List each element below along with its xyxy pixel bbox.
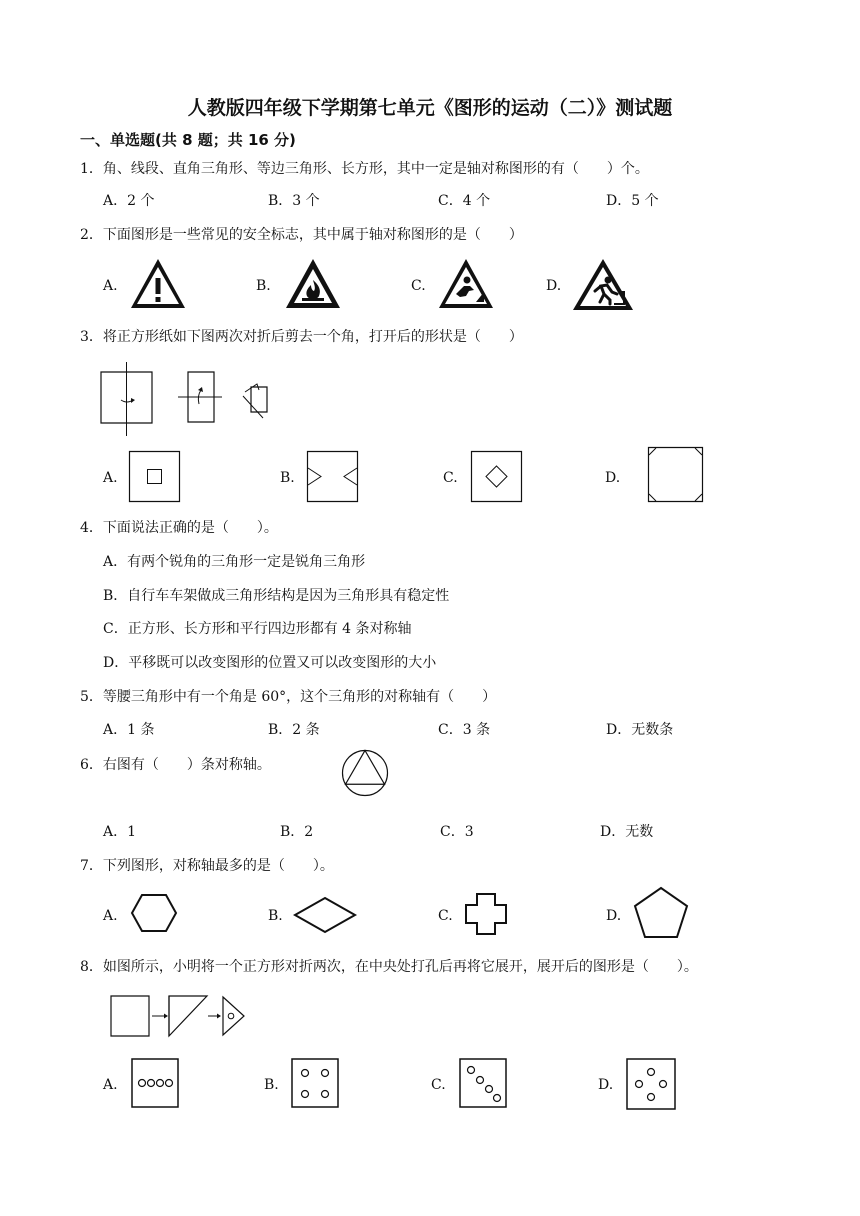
- section-heading-single-choice: 一、单选题(共 8 题；共 16 分): [80, 131, 296, 149]
- q5-option-d[interactable]: D．无数条: [606, 722, 674, 738]
- square-with-center-square-icon: [129, 451, 181, 503]
- square-with-four-holes-grid-icon: [291, 1058, 339, 1108]
- slippery-warning-sign-icon: [436, 256, 496, 312]
- rhombus-icon: [293, 896, 357, 934]
- q8-option-c[interactable]: C.: [431, 1077, 446, 1093]
- q7-option-c[interactable]: C.: [438, 908, 453, 924]
- q4-option-d[interactable]: D．平移既可以改变图形的位置又可以改变图形的大小: [103, 655, 437, 671]
- q3-option-c[interactable]: C.: [443, 470, 458, 486]
- q8-option-b[interactable]: B.: [264, 1077, 279, 1093]
- q3-option-b[interactable]: B.: [280, 470, 295, 486]
- q6-option-d[interactable]: D．无数: [600, 824, 654, 840]
- circle-with-inscribed-triangle-icon: [341, 749, 389, 797]
- q7-option-a[interactable]: A.: [103, 908, 118, 924]
- q6-option-a[interactable]: A．1: [103, 824, 137, 840]
- square-with-cut-corners-icon: [648, 447, 704, 503]
- q5-option-a[interactable]: A．1 条: [103, 722, 155, 738]
- q6-stem: 6．右图有（ ）条对称轴。: [80, 757, 271, 773]
- cross-icon: [464, 892, 508, 936]
- q3-option-a[interactable]: A.: [103, 470, 118, 486]
- square-with-diamond-holes-icon: [626, 1058, 676, 1110]
- q2-stem: 2．下面图形是一些常见的安全标志，其中属于轴对称图形的是（ ）: [80, 227, 523, 243]
- square-with-side-notches-icon: [307, 451, 359, 503]
- q8-option-a[interactable]: A.: [103, 1077, 118, 1093]
- exclamation-warning-sign-icon: [128, 256, 188, 312]
- fire-warning-sign-icon: [283, 256, 343, 312]
- page-title: 人教版四年级下学期第七单元《图形的运动（二）》测试题: [187, 97, 673, 119]
- q8-stem: 8．如图所示，小明将一个正方形对折两次，在中央处打孔后再将它展开，展开后的图形是（ ）。: [80, 959, 698, 975]
- hexagon-icon: [130, 893, 178, 933]
- q4-option-a[interactable]: A．有两个锐角的三角形一定是锐角三角形: [103, 554, 366, 570]
- q1-option-b[interactable]: B．3 个: [268, 193, 320, 209]
- q7-option-d[interactable]: D.: [606, 908, 622, 924]
- q6-option-c[interactable]: C．3: [440, 824, 474, 840]
- q1-option-c[interactable]: C．4 个: [438, 193, 491, 209]
- q4-option-b[interactable]: B．自行车车架做成三角形结构是因为三角形具有稳定性: [103, 588, 450, 604]
- q3-stem: 3．将正方形纸如下图两次对折后剪去一个角，打开后的形状是（ ）: [80, 329, 523, 345]
- pentagon-icon: [633, 886, 689, 940]
- q1-stem: 1．角、线段、直角三角形、等边三角形、长方形，其中一定是轴对称图形的有（ ）个。: [80, 161, 649, 177]
- square-with-four-holes-in-row-icon: [131, 1058, 179, 1108]
- fold-and-punch-diagram: [110, 995, 246, 1039]
- q5-option-b[interactable]: B．2 条: [268, 722, 320, 738]
- square-with-diagonal-holes-icon: [459, 1058, 507, 1108]
- running-person-warning-sign-icon: [570, 256, 636, 314]
- q8-option-d[interactable]: D.: [598, 1077, 614, 1093]
- q7-option-b[interactable]: B.: [268, 908, 283, 924]
- q5-stem: 5．等腰三角形中有一个角是 60°，这个三角形的对称轴有（ ）: [80, 689, 497, 705]
- q4-stem: 4．下面说法正确的是（ ）。: [80, 520, 278, 536]
- q5-option-c[interactable]: C．3 条: [438, 722, 491, 738]
- q2-option-b[interactable]: B.: [256, 278, 271, 294]
- q3-option-d[interactable]: D.: [605, 470, 621, 486]
- square-with-center-diamond-icon: [471, 451, 523, 503]
- folding-process-diagram: [95, 362, 285, 438]
- q2-option-a[interactable]: A.: [103, 278, 118, 294]
- q1-option-d[interactable]: D．5 个: [606, 193, 659, 209]
- q4-option-c[interactable]: C．正方形、长方形和平行四边形都有 4 条对称轴: [103, 621, 412, 637]
- q6-option-b[interactable]: B．2: [280, 824, 314, 840]
- q1-option-a[interactable]: A．2 个: [103, 193, 155, 209]
- q2-option-d[interactable]: D.: [546, 278, 562, 294]
- q7-stem: 7．下列图形，对称轴最多的是（ ）。: [80, 858, 334, 874]
- q2-option-c[interactable]: C.: [411, 278, 426, 294]
